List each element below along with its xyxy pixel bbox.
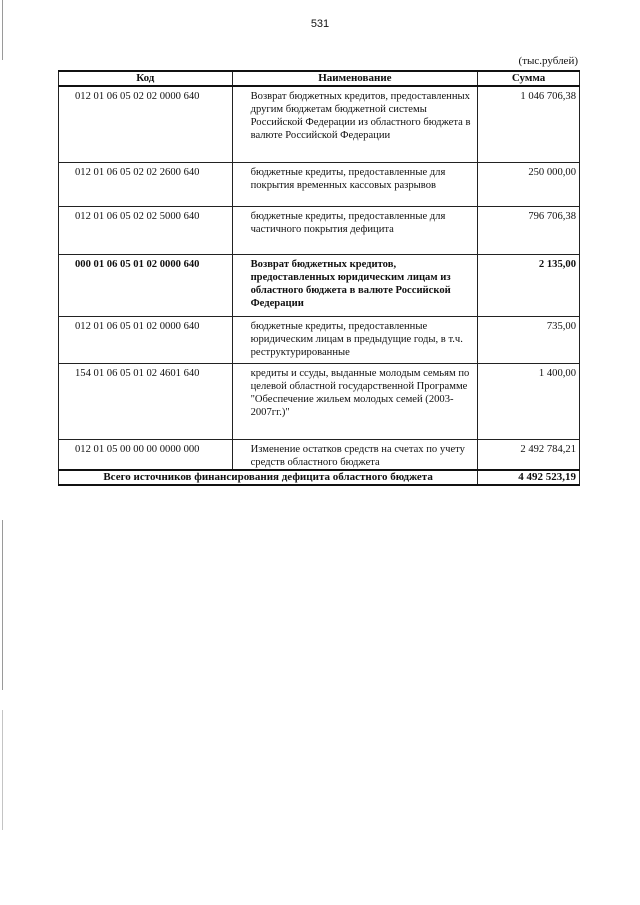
row-amount: 735,00 [478,316,580,363]
row-code: 012 01 06 05 01 02 0000 640 [59,316,233,363]
row-amount: 1 046 706,38 [478,86,580,162]
table-row [59,86,580,162]
table-row [59,316,580,363]
row-name: Изменение остатков средств на счетах по учету средств областного бюджета [232,439,478,470]
row-amount: 796 706,38 [478,206,580,254]
scan-artifact-line [2,520,3,690]
row-code: 000 01 06 05 01 02 0000 640 [59,254,233,316]
row-code: 012 01 06 05 02 02 0000 640 [59,86,233,162]
financing-sources-table [58,70,580,486]
scan-artifact-line [2,710,3,830]
row-name: бюджетные кредиты, предоставленные для покрытия временных кассовых разрывов [232,162,478,206]
header-name: Наименование [232,71,478,86]
table-row [59,363,580,439]
row-amount: 2 492 784,21 [478,439,580,470]
row-amount: 1 400,00 [478,363,580,439]
header-code: Код [59,71,233,86]
row-code: 012 01 06 05 02 02 5000 640 [59,206,233,254]
row-code: 012 01 05 00 00 00 0000 000 [59,439,233,470]
table-row [59,254,580,316]
row-name: Возврат бюджетных кредитов, предоставленных другим бюджетам бюджетной системы Российской Федерации из областного бюджета в валюте Российской Федерации [232,86,478,162]
header-amount: Сумма [478,71,580,86]
row-name: Возврат бюджетных кредитов, предоставленных юридическим лицам из областного бюджета в валюте Российской Федерации [232,254,478,316]
total-label: Всего источников финансирования дефицита областного бюджета [59,470,478,485]
table-row [59,162,580,206]
row-name: кредиты и ссуды, выданные молодым семьям по целевой областной государственной Программе "Обеспечение жильем молодых семей (2003-2007гг.)" [232,363,478,439]
row-amount: 250 000,00 [478,162,580,206]
row-name: бюджетные кредиты, предоставленные юридическим лицам в предыдущие годы, в т.ч. реструктурированные [232,316,478,363]
total-amount: 4 492 523,19 [478,470,580,485]
row-name: бюджетные кредиты, предоставленные для частичного покрытия дефицита [232,206,478,254]
total-row [59,470,580,485]
row-code: 012 01 06 05 02 02 2600 640 [59,162,233,206]
page-number: 531 [310,18,330,30]
table-row [59,206,580,254]
scan-artifact-line [2,0,3,60]
table-row [59,439,580,470]
row-amount: 2 135,00 [478,254,580,316]
units-note: (тыс.рублей) [518,55,578,67]
row-code: 154 01 06 05 01 02 4601 640 [59,363,233,439]
table-header-row [59,71,580,86]
